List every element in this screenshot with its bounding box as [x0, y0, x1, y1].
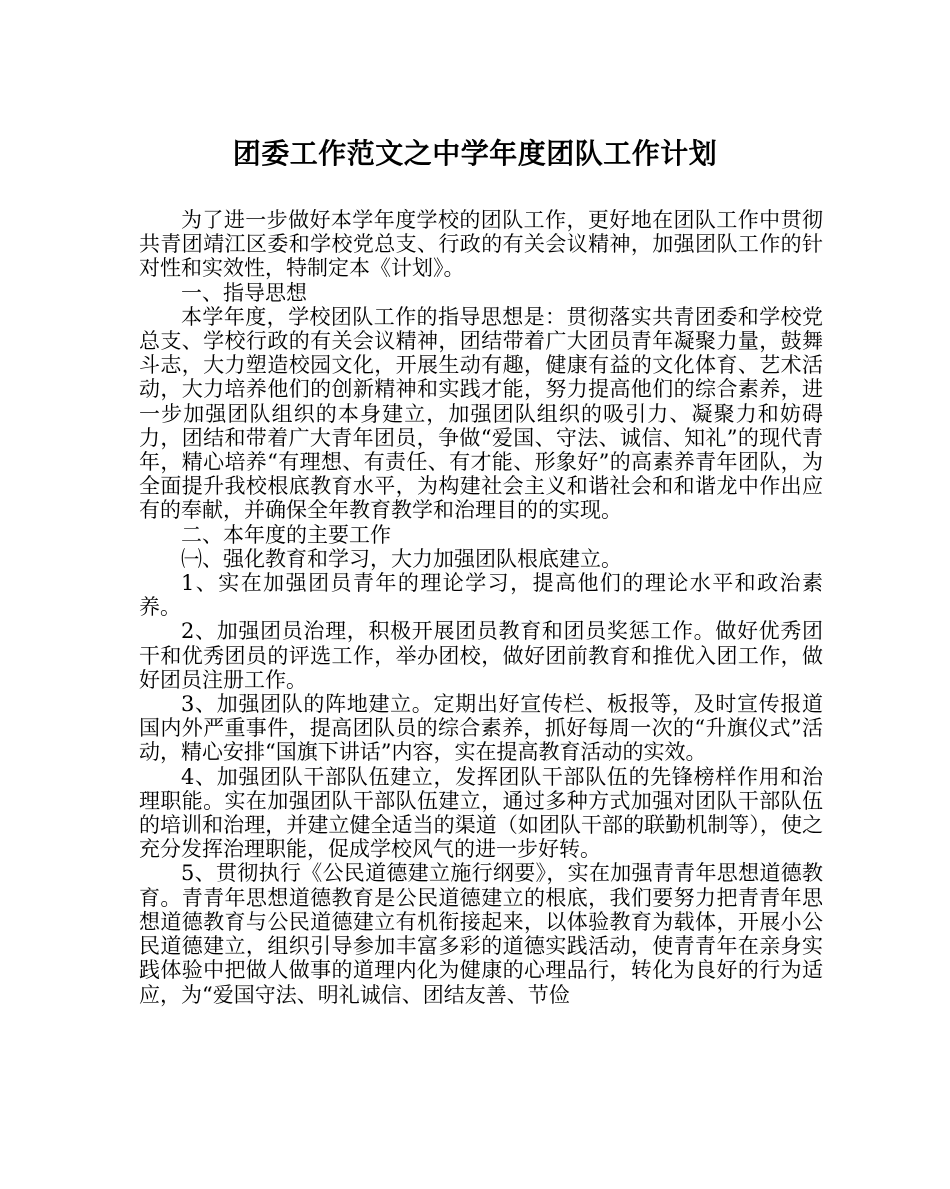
document-body: [139, 208, 823, 1007]
paragraph-guiding-thought: 本学年度，学校团队工作的指导思想是：贯彻落实共青团委和学校党总支、学校行政的有关会议精神，团结带着广大团员青年凝聚力量，鼓舞斗志，大力塑造校园文化，开展生动有趣，健康有益的文化体育、艺术活动，大力培养他们的创新精神和实践才能，努力提高他们的综合素养，进一步加强团队组织的本身建立，加强团队组织的吸引力、凝聚力和妨碍力，团结和带着广大青年团员，争做“爱国、守法、诚信、知礼”的现代青年，精心培养“有理想、有责任、有才能、形象好”的高素养青年团队，为全面提升我校根底教育水平，为构建社会主义和谐社会和和谐龙中作出应有的奉献，并确保全年教育教学和治理目的的实现。: [139, 304, 823, 523]
list-item-3: 3、加强团队的阵地建立。定期出好宣传栏、板报等，及时宣传报道国内外严重事件，提高团队员的综合素养，抓好每周一次的“升旗仪式”活动，精心安排“国旗下讲话”内容，实在提高教育活动的实效。: [139, 692, 823, 765]
section-heading-guiding-thought: 一、指导思想: [181, 280, 307, 305]
list-item-1: 1、实在加强团员青年的理论学习，提高他们的理论水平和政治素养。: [139, 571, 823, 620]
section-heading-main-work: 二、本年度的主要工作: [181, 522, 391, 547]
subsection-heading-education: ㈠、强化教育和学习，大力加强团队根底建立。: [181, 546, 622, 571]
list-item-5: 5、贯彻执行《公民道德建立施行纲要》，实在加强青青年思想道德教育。青青年思想道德教育是公民道德建立的根底，我们要努力把青青年思想道德教育与公民道德建立有机衔接起来，以体验教育为载体，开展小公民道德建立，组织引导参加丰富多彩的道德实践活动，使青青年在亲身实践体验中把做人做事的道理内化为健康的心理品行，转化为良好的行为适应，为“爱国守法、明礼诚信、团结友善、节俭: [139, 861, 823, 1007]
list-item-4: 4、加强团队干部队伍建立，发挥团队干部队伍的先锋榜样作用和治理职能。实在加强团队干部队伍建立，通过多种方式加强对团队干部队伍的培训和治理，并建立健全适当的渠道（如团队干部的联勤机制等），使之充分发挥治理职能，促成学校风气的进一步好转。: [139, 764, 823, 862]
paragraph-intro: 为了进一步做好本学年度学校的团队工作，更好地在团队工作中贯彻共青团靖江区委和学校党总支、行政的有关会议精神，加强团队工作的针对性和实效性，特制定本《计划》。: [139, 208, 823, 281]
document-title: 团委工作范文之中学年度团队工作计划: [232, 137, 718, 170]
list-item-2: 2、加强团员治理，积极开展团员教育和团员奖惩工作。做好优秀团干和优秀团员的评选工作，举办团校，做好团前教育和推优入团工作，做好团员注册工作。: [139, 619, 823, 692]
